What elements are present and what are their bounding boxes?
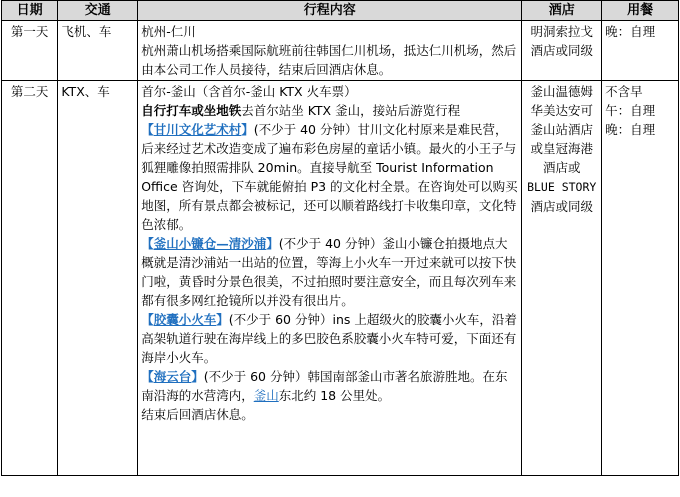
day2-route-end: 结束后回酒店休息。 [141, 407, 254, 422]
header-transport: 交通 [58, 1, 138, 21]
spot-haeundae-link[interactable]: 海云台 [153, 369, 192, 384]
day1-itinerary [138, 21, 522, 81]
spot-cheongsapo-text: (不少于 40 分钟）釜山小镰仓拍摄地点大概就是清沙浦站一出站的位置，等海上小火车一开过来就可以按下快门啦，黄昏时分景色很美，不过拍照时要注意安全，而且每次列车来都有很多网红抢镜所以并没有很出片。 [141, 236, 517, 308]
table-row-day2 [2, 81, 679, 476]
table-row-day1 [2, 21, 679, 81]
spot-cheongsapo: 【釜山小镰仓—清沙浦】(不少于 40 分钟）釜山小镰仓拍摄地点大概就是清沙浦站一出站的位置，等海上小火车一开过来就可以按下快门啦，黄昏时分景色很美，不过拍照时要注意安全，而且每次列车来都有很多网红抢镜所以并没有很出片。 [141, 236, 517, 308]
spot-haeundae-tail: 东北约 18 公里处。 [278, 388, 391, 403]
day2-route-intro [141, 101, 518, 120]
header-meals: 用餐 [602, 1, 679, 21]
header-hotel: 酒店 [522, 1, 602, 21]
day2-meals-line3: 晚：自理 [605, 122, 656, 137]
spot-capsule-train-text: (不少于 60 分钟）ins 上超级火的胶囊小火车，沿着高架轨道行驶在海岸线上的多巴胶色系胶囊小火车特可爱，下面还有海岸小火车。 [141, 312, 517, 365]
day2-hotel-line1: 釜山温德姆华美达安可釜山站酒店或皇冠海港酒店或 [530, 84, 593, 175]
day1-meals: 晚：自理 [602, 21, 679, 81]
itinerary-table [1, 0, 679, 476]
day2-route-title: 首尔-釜山（含首尔-釜山 KTX 火车票） [141, 84, 357, 99]
day2-hotel [522, 81, 602, 476]
spot-haeundae-text: (不少于 60 分钟）韩国南部釜山市著名旅游胜地。在东南沿海的水营湾内， [141, 369, 508, 403]
header-itinerary: 行程内容 [138, 1, 522, 21]
day1-transport: 飞机、车 [58, 21, 138, 81]
day2-transport: KTX、车 [58, 81, 138, 476]
spot-gamcheon-text: (不少于 40 分钟）甘川文化村原来是难民营，后来经过艺术改造变成了遍布彩色房屋的童话小镇。最火的小王子与狐狸雕像拍照需排队 20min。直接导航至 Tourist Information Office 咨询处，下车就能俯拍 P3 的文化村全景。在咨询处可以购买地图，所有景点都会被标记，还可以顺着路线打卡收集印章，文化特色浓郁。 [141, 122, 518, 232]
day1-date: 第一天 [2, 21, 58, 81]
day2-date: 第二天 [2, 81, 58, 476]
day2-itinerary [138, 81, 522, 476]
day1-hotel: 明洞索拉戈酒店或同级 [522, 21, 602, 81]
day2-meals [602, 81, 679, 476]
header-date: 日期 [2, 1, 58, 21]
spot-haeundae: 【海云台】(不少于 60 分钟）韩国南部釜山市著名旅游胜地。在东南沿海的水营湾内，釜山东北约 18 公里处。 [141, 369, 508, 403]
day2-meals-line1: 不含早 [605, 84, 643, 99]
day1-route-text: 杭州萧山机场搭乘国际航班前往韩国仁川机场，抵达仁川机场，然后由本公司工作人员接待，结束后回酒店休息。 [141, 43, 517, 77]
header-row [2, 1, 679, 21]
spot-gamcheon-link[interactable]: 甘川文化艺术村 [153, 122, 242, 137]
day2-hotel-line3: 酒店或同级 [530, 199, 593, 214]
busan-link[interactable]: 釜山 [253, 388, 279, 403]
spot-gamcheon: 【甘川文化艺术村】(不少于 40 分钟）甘川文化村原来是难民营，后来经过艺术改造变成了遍布彩色房屋的童话小镇。最火的小王子与狐狸雕像拍照需排队 20min。直接导航至 Tourist Information Office 咨询处，下车就能俯拍 P3 的文化村全景。在咨询处可以购买地图，所有景点都会被标记，还可以顺着路线打卡收集印章，文化特色浓郁。 [141, 122, 518, 232]
day2-hotel-line2: BLUE STORY [527, 180, 597, 194]
day2-route-bold: 自行打车或坐地铁 [141, 103, 242, 118]
day2-meals-line2: 午：自理 [605, 103, 656, 118]
day2-route-after-bold: 去首尔站坐 KTX 釜山，接站后游览行程 [241, 103, 461, 118]
spot-capsule-train-link[interactable]: 胶囊小火车 [153, 312, 217, 327]
spot-capsule-train: 【胶囊小火车】(不少于 60 分钟）ins 上超级火的胶囊小火车，沿着高架轨道行驶在海岸线上的多巴胶色系胶囊小火车特可爱，下面还有海岸小火车。 [141, 312, 517, 365]
day1-route-title: 杭州-仁川 [141, 24, 196, 39]
spot-cheongsapo-link[interactable]: 釜山小镰仓—清沙浦 [153, 236, 267, 251]
